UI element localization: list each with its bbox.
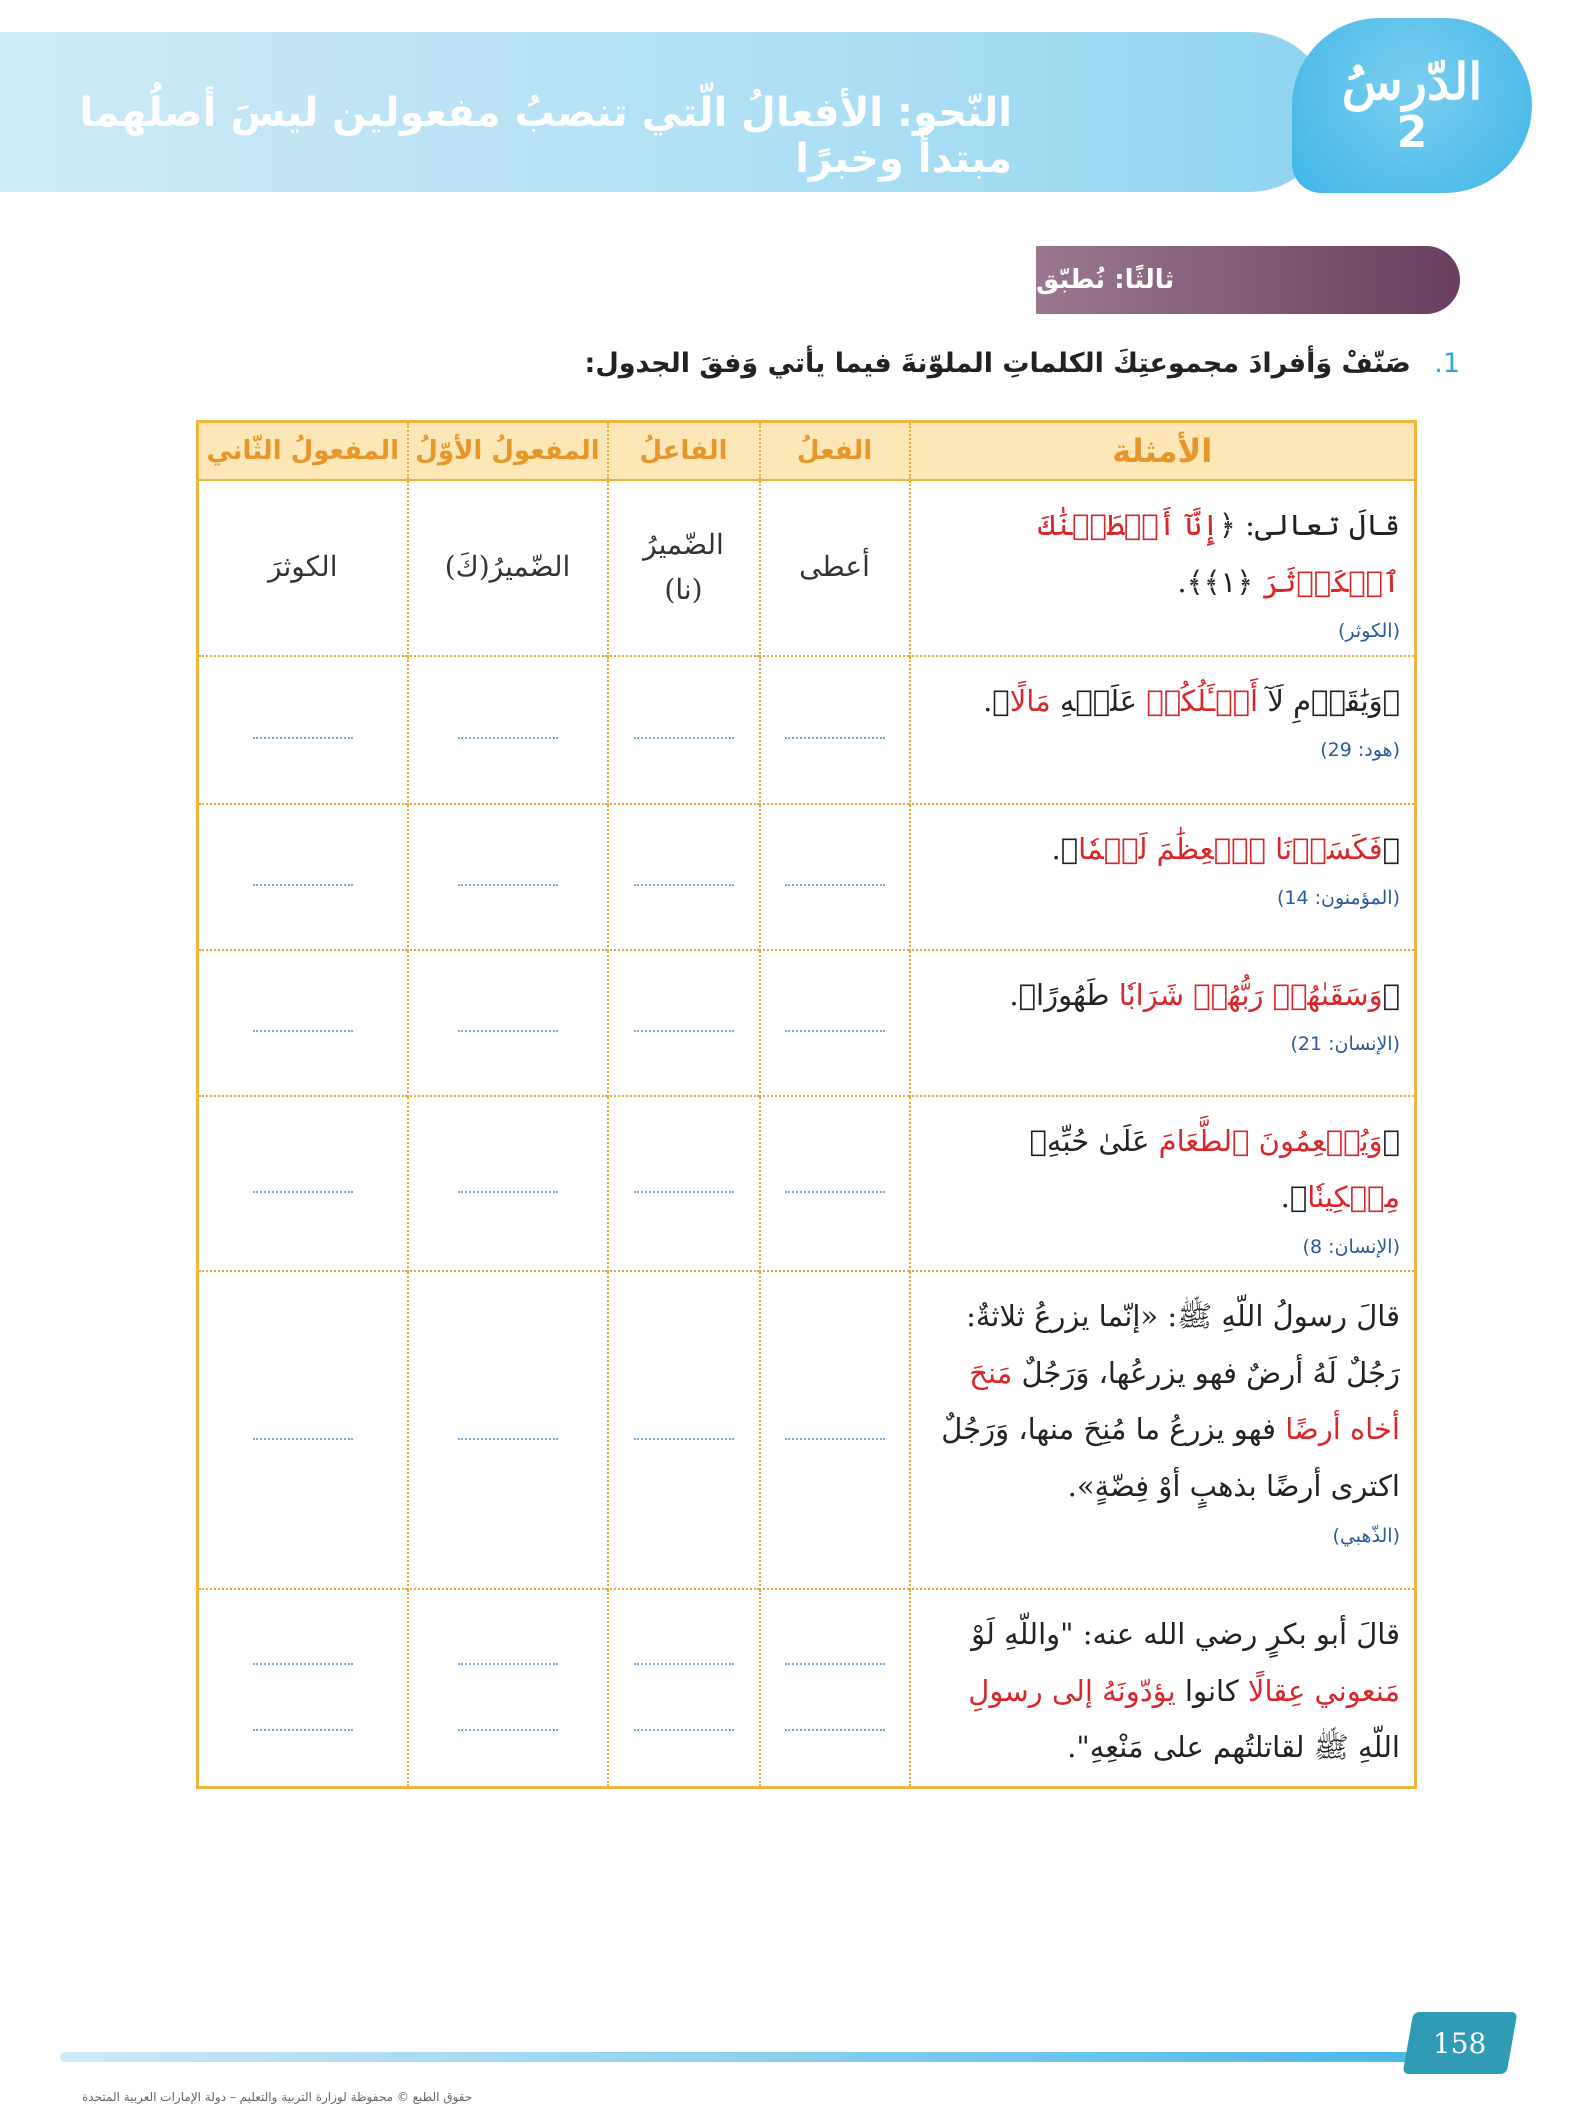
colored-words: مَنعوني عِقالًا <box>1247 1673 1400 1708</box>
answer-blank[interactable] <box>253 735 353 739</box>
table-row <box>198 656 1416 804</box>
first-object-answer[interactable] <box>408 1096 608 1272</box>
answer-blank[interactable] <box>634 1727 734 1731</box>
subject-answer[interactable] <box>608 804 760 950</box>
example-text: فهو يزرعُ ما مُنِحَ منها، وَرَجُلٌ اكترى أرضًا بذهبٍ أوْ فِضّةٍ». <box>941 1412 1400 1504</box>
example-cell <box>910 1096 1416 1272</box>
colored-words: فَكَسَوۡنَا ٱلۡعِظَٰمَ لَحۡمٗا <box>1078 831 1383 866</box>
verb-answer[interactable] <box>760 1271 910 1589</box>
first-object-answer[interactable] <box>408 1589 608 1787</box>
example-cell <box>910 804 1416 950</box>
answer-blank[interactable] <box>458 1727 558 1731</box>
answer-blank[interactable] <box>253 1189 353 1193</box>
second-object-answer[interactable] <box>198 1096 408 1272</box>
answer-blank[interactable] <box>253 882 353 886</box>
first-object-answer[interactable] <box>408 804 608 950</box>
lesson-number: 2 <box>1396 106 1428 158</box>
second-object-answer[interactable] <box>198 1589 408 1787</box>
header-second-object: المفعولُ الثّاني <box>198 422 408 481</box>
exercise-text: صَنّفْ وَأفرادَ مجموعتِكَ الكلماتِ الملوّنةَ فيما يأتي وَفقَ الجدول: <box>584 348 1411 379</box>
copyright-notice: حقوق الطبع © محفوظة لوزارة التربية والتعليم – دولة الإمارات العربية المتحدة <box>82 2090 473 2104</box>
verb-answer[interactable] <box>760 804 910 950</box>
answer-blank[interactable] <box>785 735 885 739</box>
example-text: قالَ تعالى: ﴿ <box>1218 508 1400 542</box>
subject-answer[interactable] <box>608 1589 760 1787</box>
first-object-answer[interactable] <box>408 656 608 804</box>
colored-words: أَسۡـَٔلُكُمۡ <box>1146 683 1259 718</box>
header-examples: الأمثلة <box>910 422 1416 481</box>
answer-blank[interactable] <box>785 1661 885 1665</box>
source-reference: (هود: 29) <box>1320 739 1400 762</box>
answer-text: أعطى <box>799 550 870 584</box>
header-subject: الفاعلُ <box>608 422 760 481</box>
second-object-answer[interactable] <box>198 950 408 1096</box>
answer-blank[interactable] <box>785 1727 885 1731</box>
source-reference: (الإنسان: 8) <box>1302 1235 1400 1258</box>
example-text: طَهُورًا﴾. <box>1009 977 1119 1012</box>
exercise-number: 1. <box>1434 348 1460 379</box>
answer-blank[interactable] <box>458 1189 558 1193</box>
table-row <box>198 480 1416 656</box>
example-text: ﴿وَيَٰقَوۡمِ لَآ <box>1258 683 1400 718</box>
example-text: قالَ أبو بكرٍ رضي الله عنه: "واللّهِ لَوْ <box>971 1617 1400 1652</box>
colored-words: مِسۡكِينٗا <box>1307 1180 1400 1215</box>
header-verb: الفعلُ <box>760 422 910 481</box>
answer-blank[interactable] <box>458 1436 558 1440</box>
lesson-title: النّحو: الأفعالُ الّتي تنصبُ مفعولين ليسَ أصلُهما مبتدأً وخبرًا <box>79 90 1012 182</box>
example-cell <box>910 1589 1416 1787</box>
first-object-answer[interactable] <box>408 1271 608 1589</box>
answer-blank[interactable] <box>785 1189 885 1193</box>
answer-blank[interactable] <box>253 1727 353 1731</box>
table-row <box>198 804 1416 950</box>
example-cell <box>910 1271 1416 1589</box>
lesson-badge <box>1292 18 1532 193</box>
subject-answer[interactable] <box>608 950 760 1096</box>
table-row <box>198 1589 1416 1787</box>
answer-blank[interactable] <box>634 1028 734 1032</box>
colored-words: مَنحَ أخاه أرضًا <box>969 1355 1400 1447</box>
answer-text: الكوثرَ <box>268 550 338 584</box>
example-cell <box>910 656 1416 804</box>
example-text: ﴿ <box>1382 977 1400 1012</box>
answer-blank[interactable] <box>458 882 558 886</box>
verb-answer[interactable] <box>760 1096 910 1272</box>
colored-words: مَالًا <box>1009 683 1051 718</box>
table-row <box>198 950 1416 1096</box>
table-row <box>198 1271 1416 1589</box>
answer-blank[interactable] <box>634 1189 734 1193</box>
answer-blank[interactable] <box>634 735 734 739</box>
verb-answer[interactable] <box>760 1589 910 1787</box>
answer-text: (نا) <box>664 572 703 606</box>
verb-answer[interactable] <box>760 656 910 804</box>
classification-table <box>196 420 1417 1789</box>
second-object-answer <box>198 480 408 656</box>
subject-answer[interactable] <box>608 656 760 804</box>
example-text: قالَ رسولُ اللّهِ ﷺ: «إنّما يزرعُ ثلاثةٌ: رَجُلٌ لَهُ أرضٌ فهو يزرعُها، وَرَجُلٌ <box>966 1299 1400 1390</box>
colored-words: إِنَّآ أَعۡطَيۡنَٰكَ ٱلۡكَوۡثَرَ <box>1038 508 1400 599</box>
answer-blank[interactable] <box>785 1436 885 1440</box>
source-reference: (المؤمنون: 14) <box>1276 887 1400 910</box>
colored-words: وَيُطۡعِمُونَ ٱلطَّعَامَ <box>1158 1123 1383 1158</box>
colored-words: يؤدّونَهُ إلى رسولِ <box>968 1673 1176 1708</box>
example-text: ﴿ <box>1382 831 1400 866</box>
second-object-answer[interactable] <box>198 804 408 950</box>
answer-blank[interactable] <box>785 1028 885 1032</box>
answer-blank[interactable] <box>634 1436 734 1440</box>
answer-blank[interactable] <box>458 735 558 739</box>
answer-blank[interactable] <box>785 882 885 886</box>
second-object-answer[interactable] <box>198 656 408 804</box>
source-reference: (الكوثر) <box>1338 620 1400 643</box>
exercise-instruction <box>585 348 1460 379</box>
answer-blank[interactable] <box>458 1661 558 1665</box>
page-number: 158 <box>1433 2026 1487 2060</box>
example-text: ﴿١﴾﴾. <box>1177 564 1263 599</box>
answer-text: الضّميرُ <box>643 528 724 562</box>
example-cell <box>910 480 1416 656</box>
example-text: ﴾. <box>1051 831 1079 866</box>
lesson-label: الدّرسُ <box>1341 51 1483 111</box>
footer-bar <box>60 2052 1410 2062</box>
first-object-answer <box>408 480 608 656</box>
source-reference: (الذّهبي) <box>1332 1524 1400 1547</box>
source-reference: (الإنسان: 21) <box>1290 1033 1400 1056</box>
page-number-badge <box>1403 2012 1518 2074</box>
example-text: عَلَيۡهِ <box>1050 683 1147 718</box>
answer-blank[interactable] <box>458 1028 558 1032</box>
answer-text: الضّميرُ(كَ) <box>444 550 571 584</box>
header-first-object: المفعولُ الأوّلُ <box>408 422 608 481</box>
example-cell <box>910 950 1416 1096</box>
answer-blank[interactable] <box>634 882 734 886</box>
example-text: اللّهِ ﷺ لقاتلتُهم على مَنْعِهِ". <box>1067 1730 1400 1765</box>
example-text: ﴾. <box>1280 1180 1308 1215</box>
answer-blank[interactable] <box>253 1436 353 1440</box>
section-tab: ثالثًا: نُطبّق <box>1036 246 1460 314</box>
example-text: كانوا <box>1175 1673 1248 1708</box>
subject-answer <box>608 480 760 656</box>
answer-blank[interactable] <box>253 1661 353 1665</box>
example-text: عَلَىٰ حُبِّهِۦ <box>1029 1123 1159 1158</box>
answer-blank[interactable] <box>253 1028 353 1032</box>
example-text: ﴿ <box>1382 1123 1400 1158</box>
verb-answer[interactable] <box>760 950 910 1096</box>
first-object-answer[interactable] <box>408 950 608 1096</box>
subject-answer[interactable] <box>608 1096 760 1272</box>
second-object-answer[interactable] <box>198 1271 408 1589</box>
colored-words: وَسَقَىٰهُمۡ رَبُّهُمۡ شَرَابٗا <box>1118 977 1383 1012</box>
subject-answer[interactable] <box>608 1271 760 1589</box>
table-row <box>198 1096 1416 1272</box>
verb-answer <box>760 480 910 656</box>
table-header-row <box>198 422 1416 481</box>
answer-blank[interactable] <box>634 1661 734 1665</box>
example-text: ﴾. <box>983 683 1010 718</box>
